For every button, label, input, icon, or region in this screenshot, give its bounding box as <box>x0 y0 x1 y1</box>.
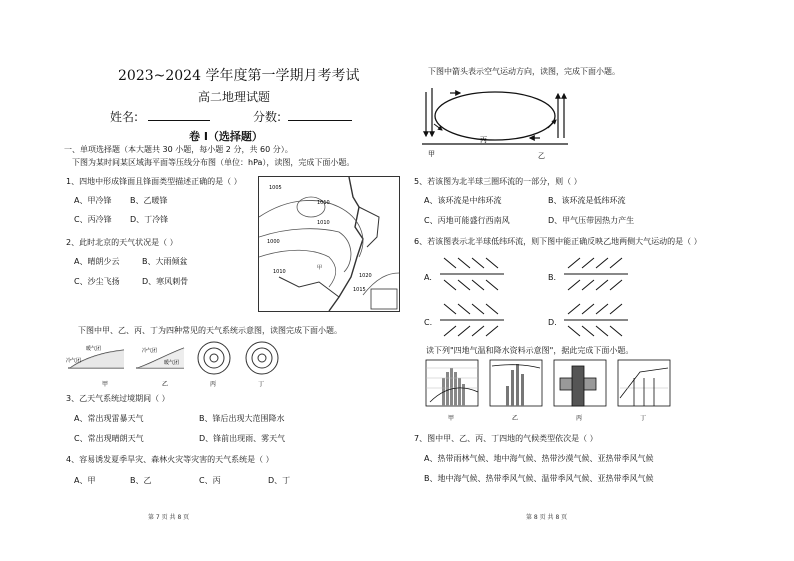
q6-option-d-figure <box>564 300 630 340</box>
question-4: 4、容易诱发夏季旱灾、森林火灾等灾害的天气系统是（ ） <box>66 455 274 464</box>
exam-title: 2023~2024 学年度第一学期月考考试 <box>118 68 360 84</box>
q6-option-a-figure <box>440 254 506 294</box>
chart-label: 丙 <box>576 415 583 422</box>
isobar-label: 1000 <box>267 239 280 245</box>
climate-charts-figure <box>420 358 688 426</box>
isobar-label: 1005 <box>269 185 282 191</box>
fig-label: 冷气团 <box>142 348 158 354</box>
q4-option-c[interactable]: C、丙 <box>199 476 221 485</box>
q3-option-a[interactable]: A、常出现雷暴天气 <box>74 414 144 423</box>
diagram-label: 甲 <box>428 150 435 158</box>
isobar-label: 1010 <box>317 220 330 226</box>
q2-option-b[interactable]: B、大雨倾盆 <box>142 257 188 266</box>
q3-option-b[interactable]: B、锋后出现大范围降水 <box>199 414 285 423</box>
q7-option-b[interactable]: B、地中海气候、热带季风气候、温带季风气候、亚热带季风气候 <box>424 474 654 483</box>
q4-option-a[interactable]: A、甲 <box>74 476 96 485</box>
fig-label: 丙 <box>210 381 217 388</box>
chart-label: 甲 <box>448 415 455 422</box>
isobar-label: 1010 <box>273 269 286 275</box>
isobar-map <box>258 176 400 312</box>
q1-option-c[interactable]: C、丙冷锋 <box>74 215 112 224</box>
question-1: 1、四地中形成锋面且锋面类型描述正确的是（ ） <box>66 177 242 186</box>
page-footer: 第 8 页 共 8 页 <box>526 514 568 521</box>
question-2: 2、此时北京的天气状况是（ ） <box>66 238 178 247</box>
name-field[interactable] <box>148 108 210 121</box>
q6-option-b-figure <box>564 254 630 294</box>
q3-option-d[interactable]: D、锋前出现雨、雾天气 <box>199 434 286 443</box>
diagram-label: 乙 <box>538 152 545 160</box>
fig-label: 暖气团 <box>86 346 102 352</box>
circulation-intro: 下图中箭头表示空气运动方向，读图，完成下面小题。 <box>428 67 620 76</box>
chart-label: 乙 <box>512 415 519 422</box>
climate-intro: 读下列"四地气温和降水资料示意图"，据此完成下面小题。 <box>426 346 634 355</box>
q2-option-d[interactable]: D、寒风刺骨 <box>142 277 189 286</box>
q5-option-c[interactable]: C、丙地可能盛行西南风 <box>424 216 510 225</box>
section-intro: 一、单项选择题（本大题共 30 小题，每小题 2 分，共 60 分）。 <box>64 145 293 154</box>
q3-option-c[interactable]: C、常出现晴朗天气 <box>74 434 144 443</box>
section-heading: 卷 I（选择题） <box>189 130 263 143</box>
diagram-label: 丙 <box>480 136 487 144</box>
exam-subtitle: 高二地理试题 <box>198 90 271 104</box>
q4-option-d[interactable]: D、丁 <box>268 476 291 485</box>
page-footer: 第 7 页 共 8 页 <box>148 514 190 521</box>
map-point-label: 甲 <box>317 265 323 271</box>
fig-label: 乙 <box>162 381 169 388</box>
air-circulation-diagram <box>420 80 570 166</box>
name-label: 姓名: <box>110 110 139 124</box>
fig-label: 丁 <box>258 381 265 388</box>
q6-option-b[interactable]: B. <box>548 273 557 282</box>
score-label: 分数: <box>253 110 282 124</box>
q2-option-a[interactable]: A、晴朗少云 <box>74 257 120 266</box>
question-intro: 下图为某时间某区域海平面等压线分布图（单位：hPa），读图，完成下面小题。 <box>72 158 355 167</box>
chart-label: 丁 <box>640 415 647 422</box>
q2-option-c[interactable]: C、沙尘飞扬 <box>74 277 120 286</box>
q1-option-d[interactable]: D、丁冷锋 <box>130 215 169 224</box>
q6-option-c-figure <box>440 300 506 340</box>
q6-option-c[interactable]: C. <box>424 318 433 327</box>
q7-option-a[interactable]: A、热带雨林气候、地中海气候、热带沙漠气候、亚热带季风气候 <box>424 454 654 463</box>
isobar-label: 1015 <box>353 287 366 293</box>
fig-label: 暖气团 <box>164 360 180 366</box>
q1-option-a[interactable]: A、甲冷锋 <box>74 196 112 205</box>
q6-option-a[interactable]: A. <box>424 273 432 282</box>
question-3: 3、乙天气系统过境期间（ ） <box>66 394 170 403</box>
isobar-label: 1010 <box>317 200 330 206</box>
q5-option-a[interactable]: A、该环流是中纬环流 <box>424 196 502 205</box>
q1-option-b[interactable]: B、乙暖锋 <box>130 196 168 205</box>
weather-systems-figure <box>64 340 284 390</box>
fig-label: 冷气团 <box>66 358 82 364</box>
q5-option-d[interactable]: D、甲气压带因热力产生 <box>548 216 635 225</box>
q5-option-b[interactable]: B、该环流是低纬环流 <box>548 196 626 205</box>
question-6: 6、若该图表示北半球低纬环流，则下图中能正确反映乙地两侧大气运动的是（ ） <box>414 237 702 246</box>
score-field[interactable] <box>288 108 352 121</box>
weather-intro: 下图中甲、乙、丙、丁为四种常见的天气系统示意图，读图完成下面小题。 <box>78 326 342 335</box>
fig-label: 甲 <box>102 381 109 388</box>
q6-option-d[interactable]: D. <box>548 318 557 327</box>
question-5: 5、若该图为北半球三圈环流的一部分，则（ ） <box>414 177 582 186</box>
isobar-label: 1020 <box>359 273 372 279</box>
question-7: 7、图中甲、乙、丙、丁四地的气候类型依次是（ ） <box>414 434 598 443</box>
q4-option-b[interactable]: B、乙 <box>130 476 152 485</box>
